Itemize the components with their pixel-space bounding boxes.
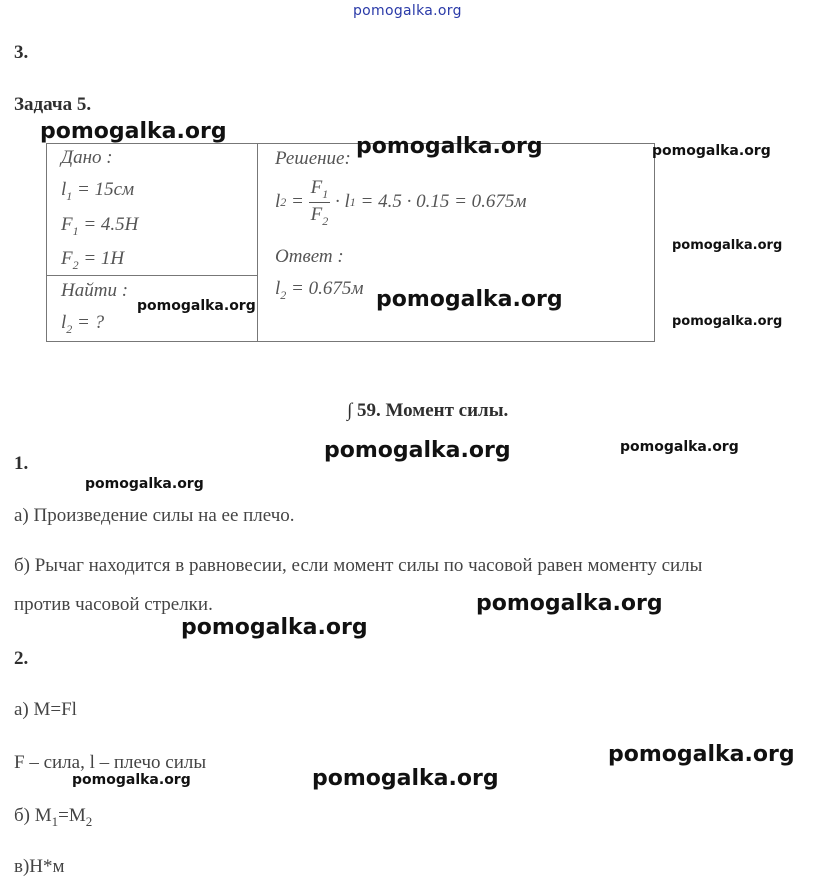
watermark: pomogalka.org — [376, 287, 563, 312]
given-l1: $l_1 = 15см$ — [61, 179, 135, 203]
question-number-1: 1. — [14, 453, 29, 474]
q2-answer-b: б) $M_1=M_2$ — [14, 805, 93, 829]
watermark: pomogalka.org — [324, 438, 511, 463]
solution-label: Решение: — [275, 148, 351, 169]
find-l2: $l_2$ = ? — [61, 312, 105, 336]
task-title: Задача 5. — [14, 94, 92, 115]
given-label: Дано : — [61, 147, 113, 168]
watermark: pomogalka.org — [652, 143, 771, 159]
watermark: pomogalka.org — [608, 742, 795, 767]
watermark: pomogalka.org — [181, 615, 368, 640]
solution-fraction: $\frac{F_1}{F_2}$ — [310, 177, 329, 228]
answer-l2: $l_2 = 0.675м$ — [275, 278, 364, 302]
q1-answer-b-line2: против часовой стрелки. — [14, 594, 213, 615]
problem-number-3: 3. — [14, 42, 29, 63]
answer-label: Ответ : — [275, 246, 344, 267]
find-label: Найти : — [61, 280, 129, 301]
section-title: ∫ 59. Момент силы. — [347, 400, 509, 421]
table-row-divider — [47, 275, 257, 276]
watermark: pomogalka.org — [85, 476, 204, 492]
watermark: pomogalka.org — [620, 439, 739, 455]
watermark: pomogalka.org — [40, 119, 227, 144]
given-f1: $F_1 = 4.5H$ — [61, 214, 139, 238]
table-column-divider — [257, 144, 258, 341]
q1-answer-a: а) Произведение силы на ее плечо. — [14, 505, 295, 526]
solution-formula: l 2 = $\frac{F_1}{F_2}$ · l 1 = 4.5 · 0.15 = 0.675м — [275, 177, 527, 228]
watermark-top: pomogalka.org — [353, 3, 462, 19]
watermark: pomogalka.org — [672, 314, 783, 329]
q2-answer-c: в)H*м — [14, 856, 65, 877]
watermark: pomogalka.org — [137, 298, 256, 314]
watermark: pomogalka.org — [476, 591, 663, 616]
watermark: pomogalka.org — [72, 772, 191, 788]
q2-answer-a-explanation: F – сила, l – плечо силы — [14, 752, 207, 773]
watermark: pomogalka.org — [672, 238, 783, 253]
watermark: pomogalka.org — [356, 134, 543, 159]
q2-answer-a: а) M=Fl — [14, 699, 77, 720]
watermark: pomogalka.org — [312, 766, 499, 791]
q1-answer-b-line1: б) Рычаг находится в равновесии, если момент силы по часовой равен моменту силы — [14, 555, 703, 576]
given-f2: $F_2 = 1H$ — [61, 248, 125, 272]
question-number-2: 2. — [14, 648, 29, 669]
